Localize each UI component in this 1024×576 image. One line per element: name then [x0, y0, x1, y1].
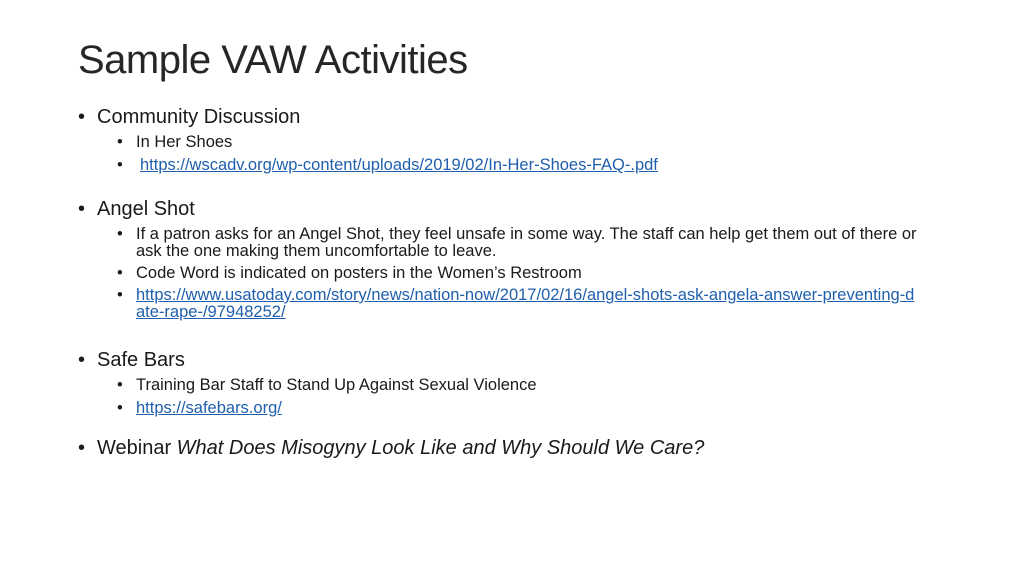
webinar-title: What Does Misogyny Look Like and Why Should We Care? [176, 437, 705, 459]
sub-item-text: Training Bar Staff to Stand Up Against Sexual Violence [136, 376, 537, 394]
group-community-discussion [78, 104, 958, 174]
slide-title: Sample VAW Activities [78, 38, 468, 82]
sub-item-text: Code Word is indicated on posters in the Women’s Restroom [136, 264, 582, 282]
sub-bullet-item [97, 134, 958, 151]
sub-bullet-item [97, 287, 958, 321]
bullet-glyph: • [78, 349, 86, 371]
sub-bullet-item [97, 226, 958, 260]
bullet-glyph: • [78, 106, 86, 128]
bullet-item-webinar [78, 435, 958, 461]
sub-bullet-glyph: • [117, 225, 123, 243]
bullet-item [78, 196, 958, 222]
group-heading: Safe Bars [97, 349, 185, 371]
sub-bullet-glyph: • [117, 376, 123, 394]
slide-content [78, 104, 958, 461]
sub-bullet-item [97, 400, 958, 417]
bullet-item [78, 347, 958, 373]
webinar-prefix: Webinar [97, 437, 177, 459]
sub-bullet-glyph: • [117, 156, 123, 174]
link-in-her-shoes-faq[interactable]: https://wscadv.org/wp-content/uploads/2019/02/In-Her-Shoes-FAQ-.pdf [140, 156, 658, 174]
sub-bullet-item [97, 265, 958, 282]
link-safebars[interactable]: https://safebars.org/ [136, 399, 282, 417]
bullet-glyph: • [78, 198, 86, 220]
group-heading: Community Discussion [97, 106, 301, 128]
group-safe-bars [78, 347, 958, 417]
sub-bullet-glyph: • [117, 133, 123, 151]
sub-item-text: If a patron asks for an Angel Shot, they feel unsafe in some way. The staff can help get them out of there or ask the one making them uncomfortable to leave. [136, 225, 917, 260]
sub-bullet-glyph: • [117, 286, 123, 304]
sub-item-text: In Her Shoes [136, 133, 233, 151]
bullet-item [78, 104, 958, 130]
group-heading: Angel Shot [97, 198, 195, 220]
bullet-glyph: • [78, 437, 86, 459]
sub-bullet-glyph: • [117, 264, 123, 282]
sub-bullet-item [97, 377, 958, 394]
sub-bullet-item [97, 157, 958, 174]
link-usatoday-angel-shots[interactable]: https://www.usatoday.com/story/news/nation-now/2017/02/16/angel-shots-ask-angela-answer-preventing-date-rape-/97948252/ [136, 286, 915, 321]
sub-bullet-glyph: • [117, 399, 123, 417]
group-angel-shot [78, 196, 958, 321]
